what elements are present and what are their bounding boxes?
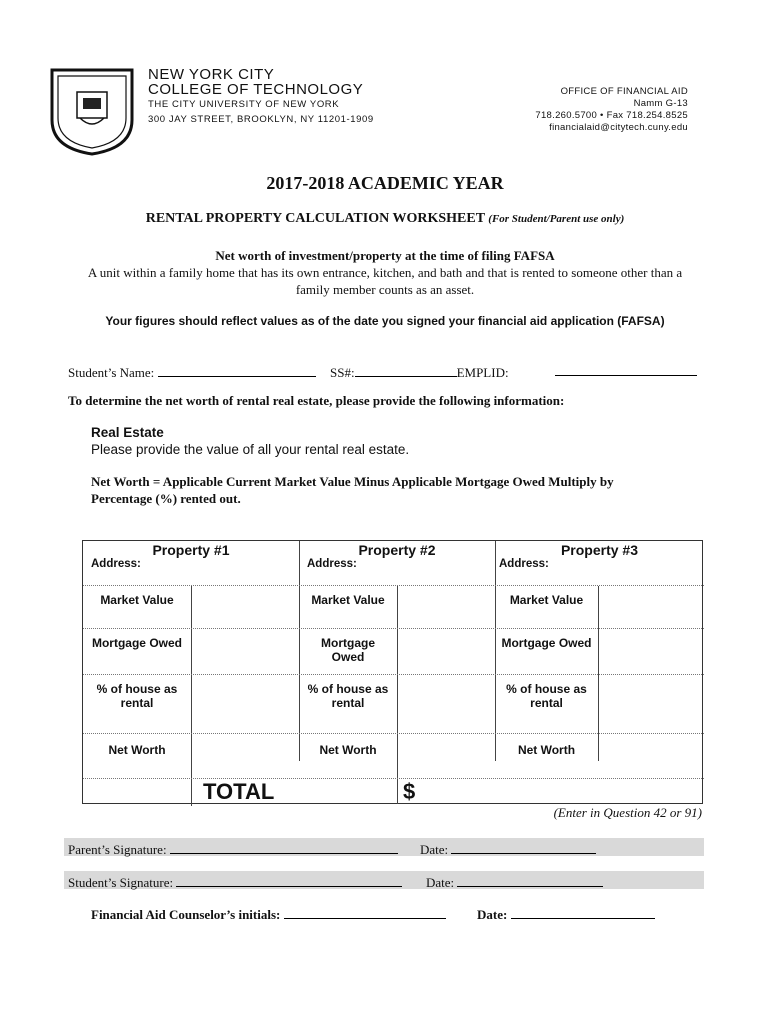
college-address: 300 JAY STREET, BROOKLYN, NY 11201-1909	[148, 114, 374, 125]
p2-mortgage-owed-label	[299, 636, 397, 664]
student-date-field	[426, 872, 603, 891]
p3-net-worth-label: Net Worth	[517, 743, 576, 757]
office-phone: 718.260.5700 • Fax 718.254.8525	[535, 110, 688, 121]
page-title: 2017-2018 ACADEMIC YEAR	[266, 173, 504, 193]
ss-field	[330, 362, 509, 381]
ss-input[interactable]	[355, 362, 457, 377]
table-row-line	[83, 778, 704, 779]
property-2-address-label: Address:	[307, 558, 357, 570]
counselor-date-input[interactable]	[511, 904, 655, 919]
p3-percent-line2: rental	[530, 696, 563, 710]
p1-percent-line1: % of house as	[96, 682, 178, 696]
student-name-field	[68, 362, 316, 381]
p1-net-worth-label: Net Worth	[108, 743, 166, 757]
ss-label: SS#:	[330, 365, 355, 380]
parent-signature-field	[68, 839, 398, 858]
emplid-label: EMPLID:	[456, 365, 509, 380]
college-university: THE CITY UNIVERSITY OF NEW YORK	[148, 99, 340, 110]
parent-signature-label: Parent’s Signature:	[68, 842, 167, 857]
real-estate-text: Please provide the value of all your rental real estate.	[91, 442, 410, 457]
p3-percent-rental-input[interactable]	[599, 675, 703, 733]
property-3-address-label: Address:	[499, 558, 549, 570]
college-name-line2: COLLEGE OF TECHNOLOGY	[148, 81, 364, 98]
student-signature-label: Student’s Signature:	[68, 875, 174, 890]
student-signature-input[interactable]	[176, 872, 402, 887]
p1-percent-line2: rental	[120, 696, 154, 710]
office-email: financialaid@citytech.cuny.edu	[549, 122, 688, 133]
property-1-address-label: Address:	[91, 558, 141, 570]
office-name: OFFICE OF FINANCIAL AID	[560, 86, 688, 97]
p3-mortgage-owed-input[interactable]	[599, 629, 703, 674]
student-date-input[interactable]	[457, 872, 603, 887]
office-room: Namm G-13	[633, 98, 688, 109]
p3-mortgage-owed-label: Mortgage Owed	[501, 636, 592, 650]
unit-definition-line1: A unit within a family home that has its own entrance, kitchen, and bath and that is rented to someone other than a	[87, 265, 683, 280]
p2-mortgage-owed-label-line2: Owed	[331, 650, 365, 664]
real-estate-heading: Real Estate	[91, 425, 164, 440]
p1-market-value-label: Market Value	[100, 593, 174, 607]
p2-percent-rental-input[interactable]	[398, 675, 494, 733]
student-name-input[interactable]	[158, 362, 316, 377]
counselor-initials-field	[91, 904, 446, 923]
property-2-header: Property #2	[358, 542, 436, 558]
total-dollar-sign: $	[403, 779, 416, 804]
p3-net-worth-input[interactable]	[599, 734, 703, 778]
p2-percent-line2: rental	[331, 696, 365, 710]
p2-net-worth-label: Net Worth	[319, 743, 377, 757]
parent-signature-input[interactable]	[170, 839, 398, 854]
p2-mortgage-owed-input[interactable]	[398, 629, 494, 674]
p1-percent-rental-input[interactable]	[192, 675, 298, 733]
p2-percent-line1: % of house as	[307, 682, 389, 696]
p1-market-value-input[interactable]	[192, 586, 298, 628]
property-3-header: Property #3	[560, 542, 639, 558]
worksheet-title-text: RENTAL PROPERTY CALCULATION WORKSHEET	[145, 211, 485, 226]
emplid-input[interactable]	[555, 375, 697, 376]
property-1-header: Property #1	[152, 542, 230, 558]
counselor-date-field	[477, 904, 655, 923]
property-table	[82, 540, 703, 804]
total-label: TOTAL	[203, 779, 275, 804]
p1-mortgage-owed-input[interactable]	[192, 629, 298, 674]
determine-instruction: To determine the net worth of rental real estate, please provide the following information:	[68, 393, 565, 408]
counselor-initials-label: Financial Aid Counselor’s initials:	[91, 907, 281, 922]
table-divider	[495, 541, 496, 761]
p1-net-worth-input[interactable]	[192, 734, 298, 778]
parent-date-input[interactable]	[451, 839, 596, 854]
student-name-label: Student’s Name:	[68, 365, 155, 380]
p2-market-value-label: Market Value	[311, 593, 385, 607]
parent-date-label: Date:	[420, 842, 449, 857]
p3-percent-line1: % of house as	[506, 682, 587, 696]
p2-net-worth-input[interactable]	[398, 734, 494, 778]
formula-line2: Percentage (%) rented out.	[91, 491, 241, 506]
p1-percent-rental-label	[83, 682, 191, 710]
p3-market-value-input[interactable]	[599, 586, 703, 628]
total-input[interactable]	[423, 780, 703, 804]
worksheet-title-note: (For Student/Parent use only)	[488, 213, 625, 225]
p2-percent-rental-label	[299, 682, 397, 710]
student-date-label: Date:	[426, 875, 455, 890]
worksheet-title	[0, 211, 770, 227]
formula-line1: Net Worth = Applicable Current Market Value Minus Applicable Mortgage Owed Multiply by	[91, 474, 614, 489]
counselor-initials-input[interactable]	[284, 904, 446, 919]
figures-note: Your figures should reflect values as of the date you signed your financial aid application (FAFSA)	[105, 314, 665, 328]
p3-market-value-label: Market Value	[509, 593, 584, 607]
parent-date-field	[420, 839, 596, 858]
counselor-date-label: Date:	[477, 907, 508, 922]
college-name-line1: NEW YORK CITY	[148, 66, 275, 83]
p2-market-value-input[interactable]	[398, 586, 494, 628]
enter-question-note: (Enter in Question 42 or 91)	[553, 805, 702, 820]
p1-mortgage-owed-label: Mortgage Owed	[91, 636, 182, 650]
college-seal-logo	[50, 68, 134, 156]
p2-mortgage-owed-label-line1: Mortgage	[321, 636, 375, 650]
net-worth-heading: Net worth of investment/property at the time of filing FAFSA	[215, 248, 555, 263]
unit-definition-line2: family member counts as an asset.	[295, 282, 475, 297]
p3-percent-rental-label	[495, 682, 598, 710]
student-signature-field	[68, 872, 402, 891]
